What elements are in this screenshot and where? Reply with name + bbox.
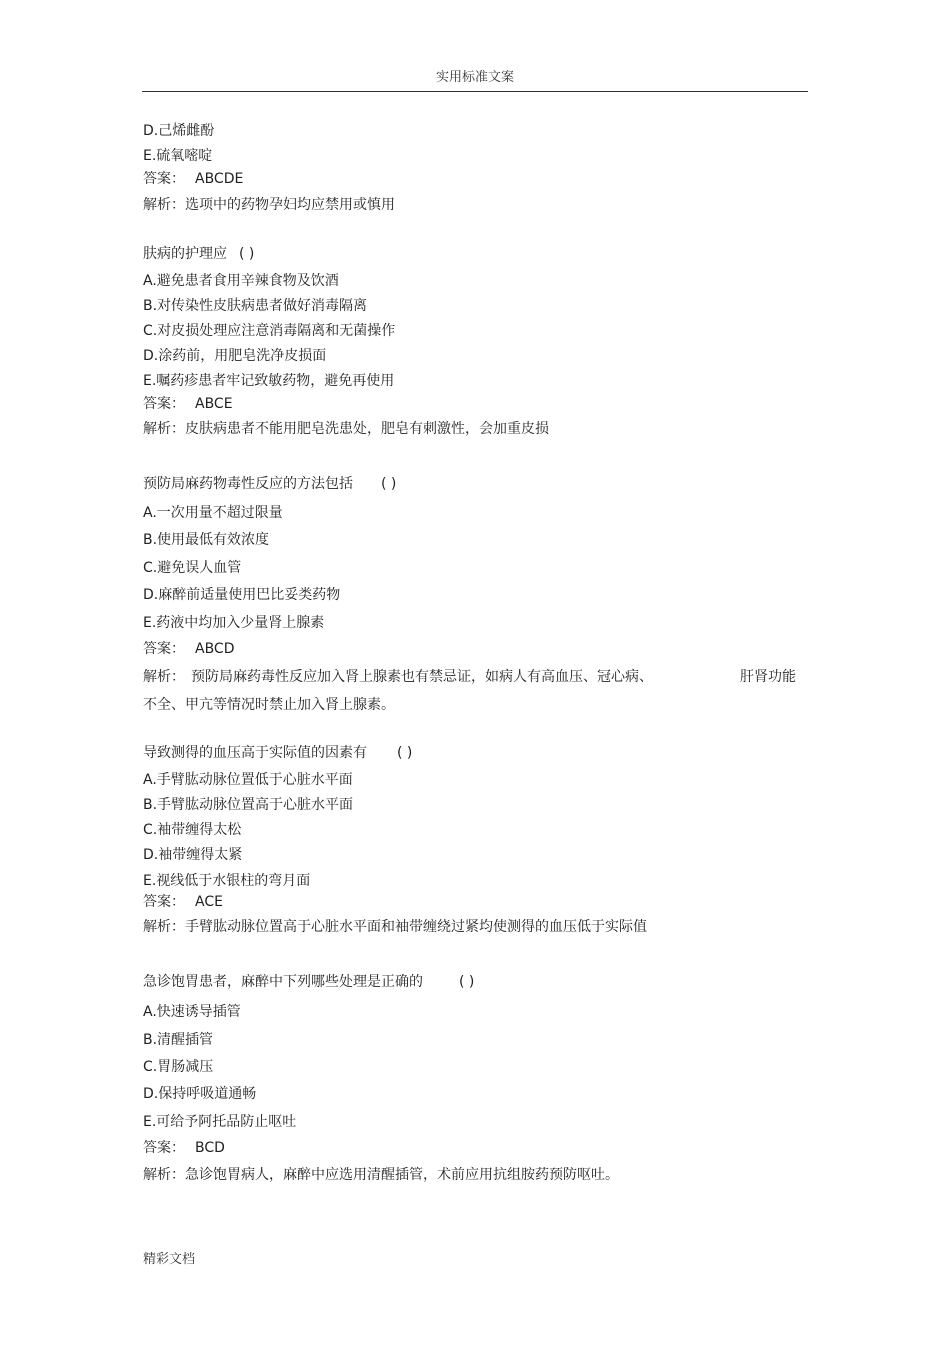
analysis-text: 皮肤病患者不能用肥皂洗患处，肥皂有刺激性，会加重皮损 [185, 421, 549, 437]
question-text: 肤病的护理应 [143, 246, 227, 262]
analysis-line [143, 918, 647, 936]
analysis-text: 急诊饱胃病人，麻醉中应选用清醒插管，术前应用抗组胺药预防呕吐。 [185, 1167, 619, 1183]
answer-label: 答案： [143, 641, 185, 657]
analysis-label: 解析： [143, 1167, 185, 1183]
option-d: D.袖带缠得太紧 [143, 847, 243, 863]
question-text: 导致测得的血压高于实际值的因素有 [143, 745, 367, 761]
analysis-line [143, 1166, 619, 1184]
question-stem [143, 245, 254, 263]
answer-paren: ( ) [381, 476, 397, 492]
page-footer: 精彩文档 [143, 1252, 196, 1267]
option-b: B.清醒插管 [143, 1032, 214, 1048]
option-e: E.药液中均加入少量肾上腺素 [143, 615, 325, 631]
analysis-line [143, 196, 395, 214]
header-rule [142, 91, 808, 92]
answer-label: 答案： [143, 396, 185, 412]
option-d: D.涂药前，用肥皂洗净皮损面 [143, 348, 327, 364]
option-e: E.可给予阿托品防止呕吐 [143, 1114, 297, 1130]
option-a: A.一次用量不超过限量 [143, 505, 283, 521]
analysis-text: 预防局麻药毒性反应加入肾上腺素也有禁忌证，如病人有高血压、冠心病、 [191, 669, 653, 685]
analysis-label: 解析： [143, 421, 185, 437]
question-text: 预防局麻药物毒性反应的方法包括 [143, 476, 353, 492]
answer-line [143, 1139, 225, 1157]
answer-paren: ( ) [459, 974, 475, 990]
analysis-text: 手臂肱动脉位置高于心脏水平面和袖带缠绕过紧均使测得的血压低于实际值 [185, 919, 647, 935]
answer-paren: ( ) [397, 745, 413, 761]
analysis-line [143, 668, 653, 686]
answer-label: 答案： [143, 1140, 185, 1156]
question-text: 急诊饱胃患者，麻醉中下列哪些处理是正确的 [143, 974, 423, 990]
page-header: 实用标准文案 [435, 70, 514, 85]
option-d: D.保持呼吸道通畅 [143, 1086, 257, 1102]
option-a: A.手臂肱动脉位置低于心脏水平面 [143, 772, 353, 788]
option-a: A.避免患者食用辛辣食物及饮酒 [143, 273, 339, 289]
answer-value: ABCD [195, 641, 235, 657]
answer-line [143, 893, 223, 911]
option-b: B.手臂肱动脉位置高于心脏水平面 [143, 797, 354, 813]
analysis-line [143, 420, 549, 438]
analysis-text-continued: 肝肾功能 [740, 669, 796, 685]
answer-value: ABCE [195, 396, 233, 412]
question-stem [143, 475, 396, 493]
answer-line [143, 395, 233, 413]
answer-value: ABCDE [195, 171, 244, 187]
answer-line [143, 170, 243, 188]
answer-value: BCD [195, 1140, 225, 1156]
analysis-label: 解析： [143, 919, 185, 935]
question-stem [143, 744, 412, 762]
option-b: B.使用最低有效浓度 [143, 532, 270, 548]
analysis-label: 解析： [143, 197, 185, 213]
option-e: E.硫氧嘧啶 [143, 148, 213, 164]
option-b: B.对传染性皮肤病患者做好消毒隔离 [143, 298, 368, 314]
option-c: C.胃肠减压 [143, 1059, 214, 1075]
option-c: C.避免误人血管 [143, 560, 242, 576]
answer-line [143, 640, 235, 658]
option-c: C.对皮损处理应注意消毒隔离和无菌操作 [143, 323, 396, 339]
answer-value: ACE [195, 894, 223, 910]
option-e: E.嘱药疹患者牢记致敏药物，避免再使用 [143, 373, 395, 389]
analysis-text-wrap: 不全、甲亢等情况时禁止加入肾上腺素。 [143, 697, 395, 713]
answer-label: 答案： [143, 894, 185, 910]
option-e: E.视线低于水银柱的弯月面 [143, 873, 311, 889]
answer-paren: ( ) [239, 246, 255, 262]
question-stem [143, 973, 474, 991]
option-c: C.袖带缠得太松 [143, 822, 242, 838]
option-d: D.己烯雌酚 [143, 123, 215, 139]
analysis-label: 解析： [143, 669, 185, 685]
answer-label: 答案： [143, 171, 185, 187]
option-d: D.麻醉前适量使用巴比妥类药物 [143, 587, 341, 603]
option-a: A.快速诱导插管 [143, 1004, 241, 1020]
analysis-text: 选项中的药物孕妇均应禁用或慎用 [185, 197, 395, 213]
